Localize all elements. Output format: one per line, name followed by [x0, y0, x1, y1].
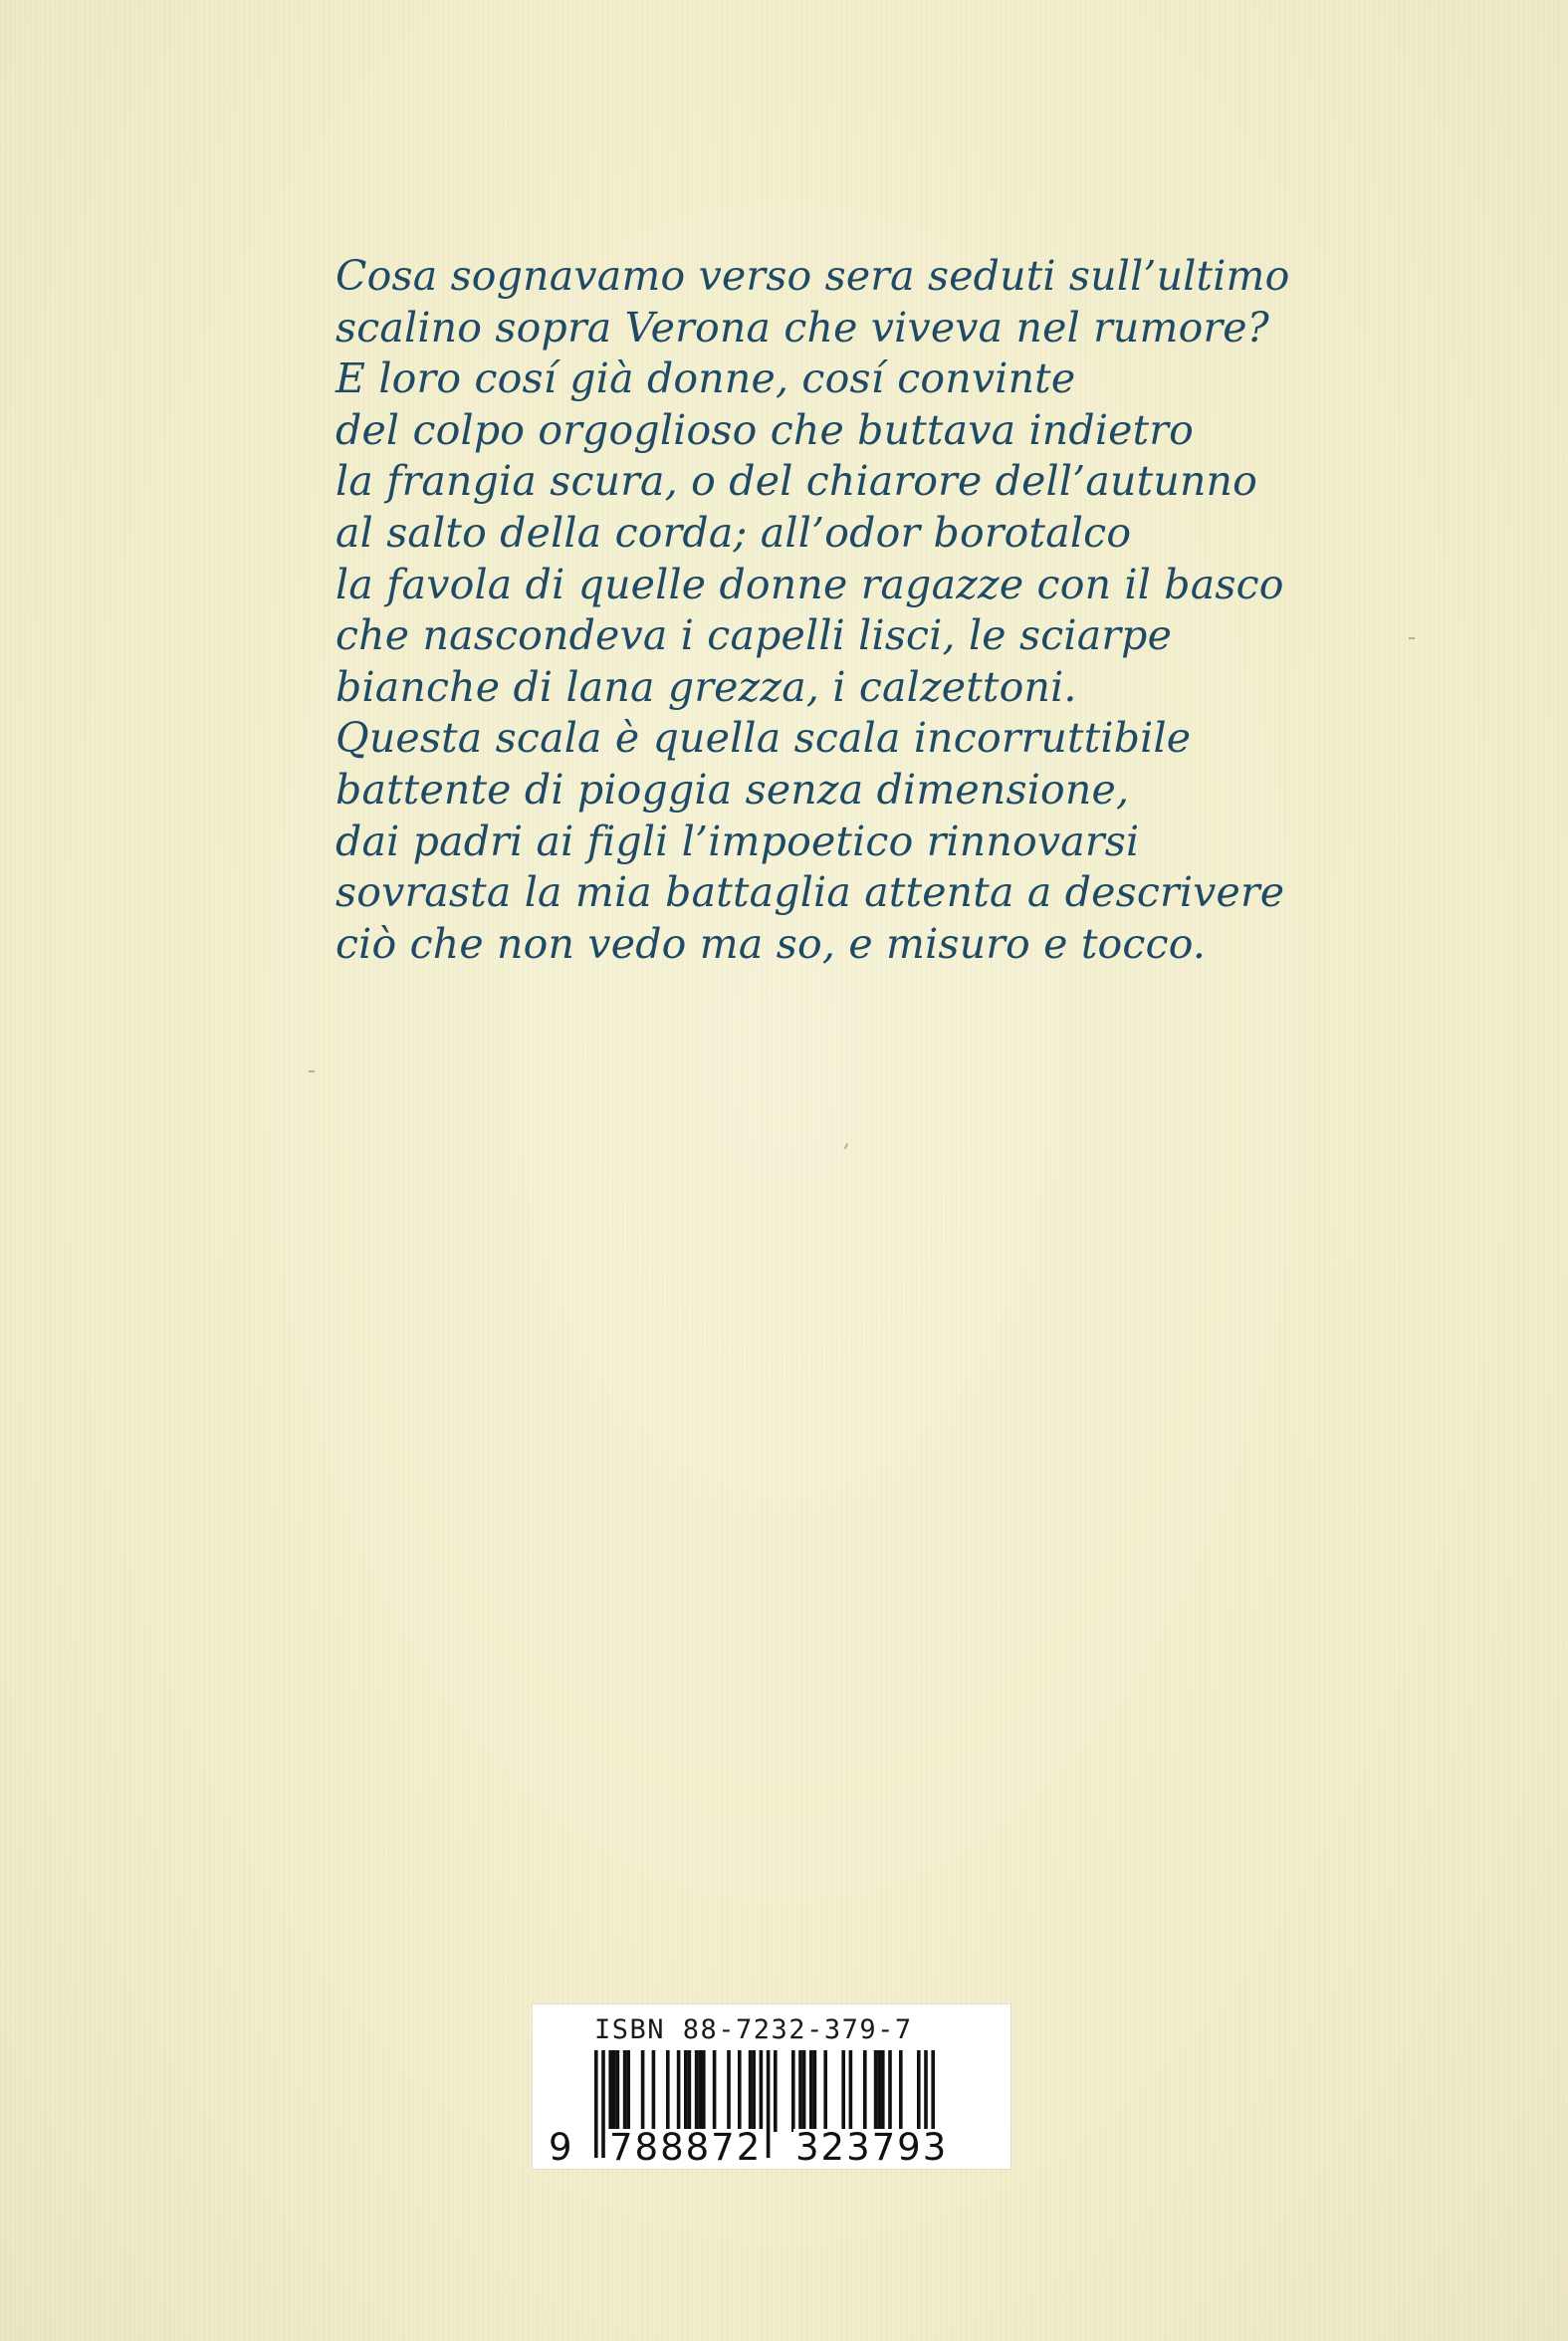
poem-line: Questa scala è quella scala incorruttibile [336, 714, 1192, 763]
barcode-bar [798, 2050, 802, 2132]
barcode-bar [666, 2050, 670, 2132]
barcode-bar [594, 2050, 598, 2158]
poem-line: la favola di quelle donne ragazze con il basco [336, 560, 1284, 608]
isbn-number: ISBN 88-7232-379-7 [594, 2014, 913, 2045]
ean-right-digits: 323793 [795, 2126, 949, 2169]
paper-speck [309, 1070, 315, 1072]
barcode-bar [601, 2050, 605, 2158]
poem-line: ciò che non vedo ma so, e misuro e tocco. [336, 919, 1207, 968]
poem-line: al salto della corda; all’odor borotalco [336, 508, 1132, 557]
ean-left-digits: 788872 [609, 2126, 763, 2169]
poem-line: la frangia scura, o del chiarore dell’autunno [336, 457, 1258, 506]
barcode-bar [695, 2050, 699, 2132]
barcode-bar [823, 2050, 827, 2132]
poem-line: E loro cosí già donne, cosí convinte [336, 354, 1076, 403]
poem-text [336, 251, 1331, 970]
barcode-bar [802, 2050, 806, 2132]
barcode-bar [877, 2050, 881, 2132]
barcode-bar [652, 2050, 656, 2132]
barcode-bar [774, 2050, 778, 2132]
poem-line: sovrasta la mia battaglia attenta a descrivere [336, 868, 1285, 917]
barcode-bar [684, 2050, 688, 2132]
paper-speck [1409, 637, 1415, 639]
poem-line: scalino sopra Verona che viveva nel rumore? [336, 303, 1269, 351]
poem-line: Cosa sognavamo verso sera seduti sull’ultimo [336, 252, 1290, 300]
barcode-bar [791, 2050, 795, 2132]
barcode-bar [677, 2050, 681, 2132]
isbn-barcode-label [533, 2004, 1010, 2169]
barcode-bar [641, 2050, 645, 2132]
barcode-bar [713, 2050, 717, 2132]
poem-line: bianche di lana grezza, i calzettoni. [336, 662, 1077, 711]
barcode-bar [702, 2050, 706, 2132]
barcode-bar [849, 2050, 853, 2132]
poem-line: che nascondeva i capelli lisci, le sciarpe [336, 611, 1173, 660]
barcode-bar [881, 2050, 885, 2132]
barcode-bar [623, 2050, 627, 2132]
barcode-bar [608, 2050, 612, 2132]
barcode-bar [809, 2050, 813, 2132]
poem-line: battente di pioggia senza dimensione, [336, 765, 1130, 814]
barcode-bar [767, 2050, 771, 2158]
barcode-bar [813, 2050, 817, 2132]
barcode-bar [899, 2050, 903, 2132]
barcode-bar [841, 2050, 845, 2132]
barcode-bar [727, 2050, 731, 2132]
barcode-bar [616, 2050, 620, 2132]
barcode-bar [874, 2050, 878, 2132]
barcode-bar [626, 2050, 630, 2132]
barcode-bar [917, 2050, 921, 2132]
barcode-bar [888, 2050, 892, 2132]
poem-line: dai padri ai figli l’impoetico rinnovarsi [336, 817, 1140, 865]
barcode-bar [738, 2050, 742, 2132]
poem-line: del colpo orgoglioso che buttava indietro [336, 405, 1194, 454]
ean-first-digit: 9 [549, 2126, 574, 2169]
barcode-bar [698, 2050, 702, 2132]
barcode-bar [863, 2050, 867, 2132]
barcode-bar [752, 2050, 756, 2132]
barcode-bar [612, 2050, 616, 2132]
paper-speck [844, 1143, 849, 1149]
barcode-bar [688, 2050, 692, 2132]
barcode-bar [749, 2050, 753, 2132]
